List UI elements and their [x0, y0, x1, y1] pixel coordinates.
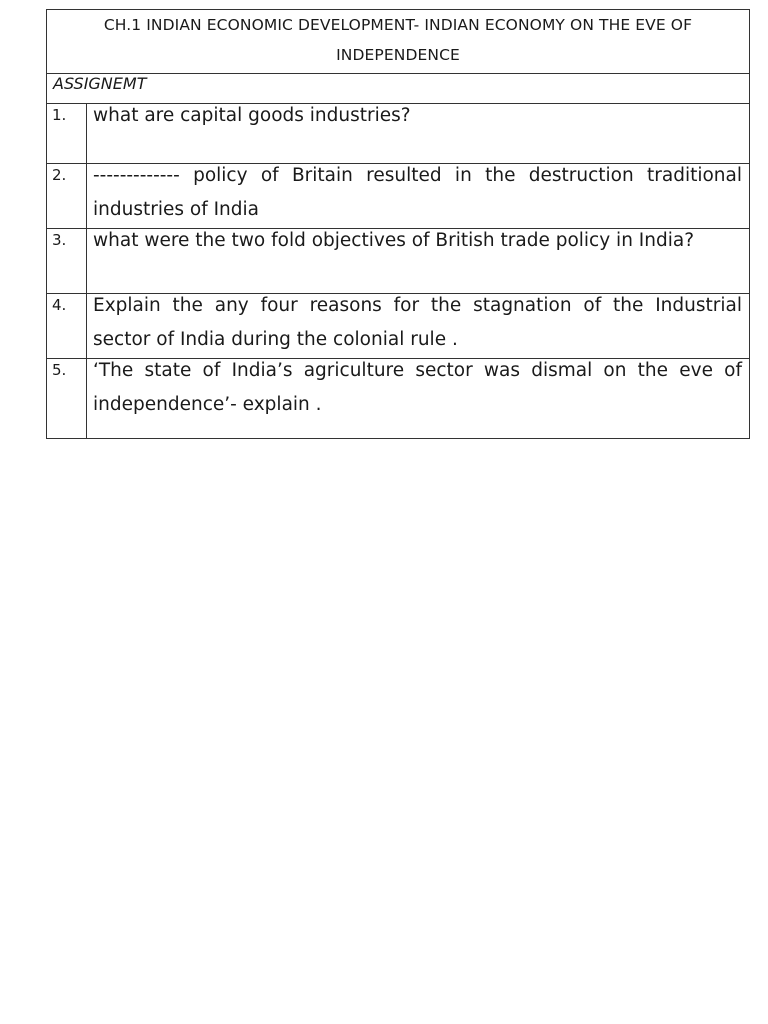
question-text-cell — [87, 104, 750, 164]
question-text-cell — [87, 294, 750, 359]
question-number: 1. — [47, 104, 87, 164]
question-number: 4. — [47, 294, 87, 359]
question-text: ‘The state of India’s agriculture sector was dismal on the eve of independence’- explain . — [93, 360, 742, 415]
question-number: 3. — [47, 229, 87, 294]
question-text: what are capital goods industries? — [93, 105, 411, 126]
title-row — [47, 10, 750, 74]
question-text: what were the two fold objectives of British trade policy in India? — [93, 230, 695, 251]
question-row — [47, 164, 750, 229]
question-text-cell — [87, 229, 750, 294]
question-row — [47, 229, 750, 294]
question-row — [47, 104, 750, 164]
question-number: 5. — [47, 359, 87, 439]
question-text: Explain the any four reasons for the stagnation of the Industrial sector of India during the colonial rule . — [93, 295, 742, 350]
document-title: CH.1 INDIAN ECONOMIC DEVELOPMENT- INDIAN ECONOMY ON THE EVE OF INDEPENDENCE — [47, 10, 750, 74]
assignment-table — [46, 9, 750, 439]
section-label: ASSIGNEMT — [47, 74, 750, 104]
question-text-cell — [87, 359, 750, 439]
question-number: 2. — [47, 164, 87, 229]
question-row — [47, 359, 750, 439]
question-text-cell — [87, 164, 750, 229]
question-row — [47, 294, 750, 359]
question-text: ------------- policy of Britain resulted in the destruction traditional industries of India — [93, 165, 742, 220]
